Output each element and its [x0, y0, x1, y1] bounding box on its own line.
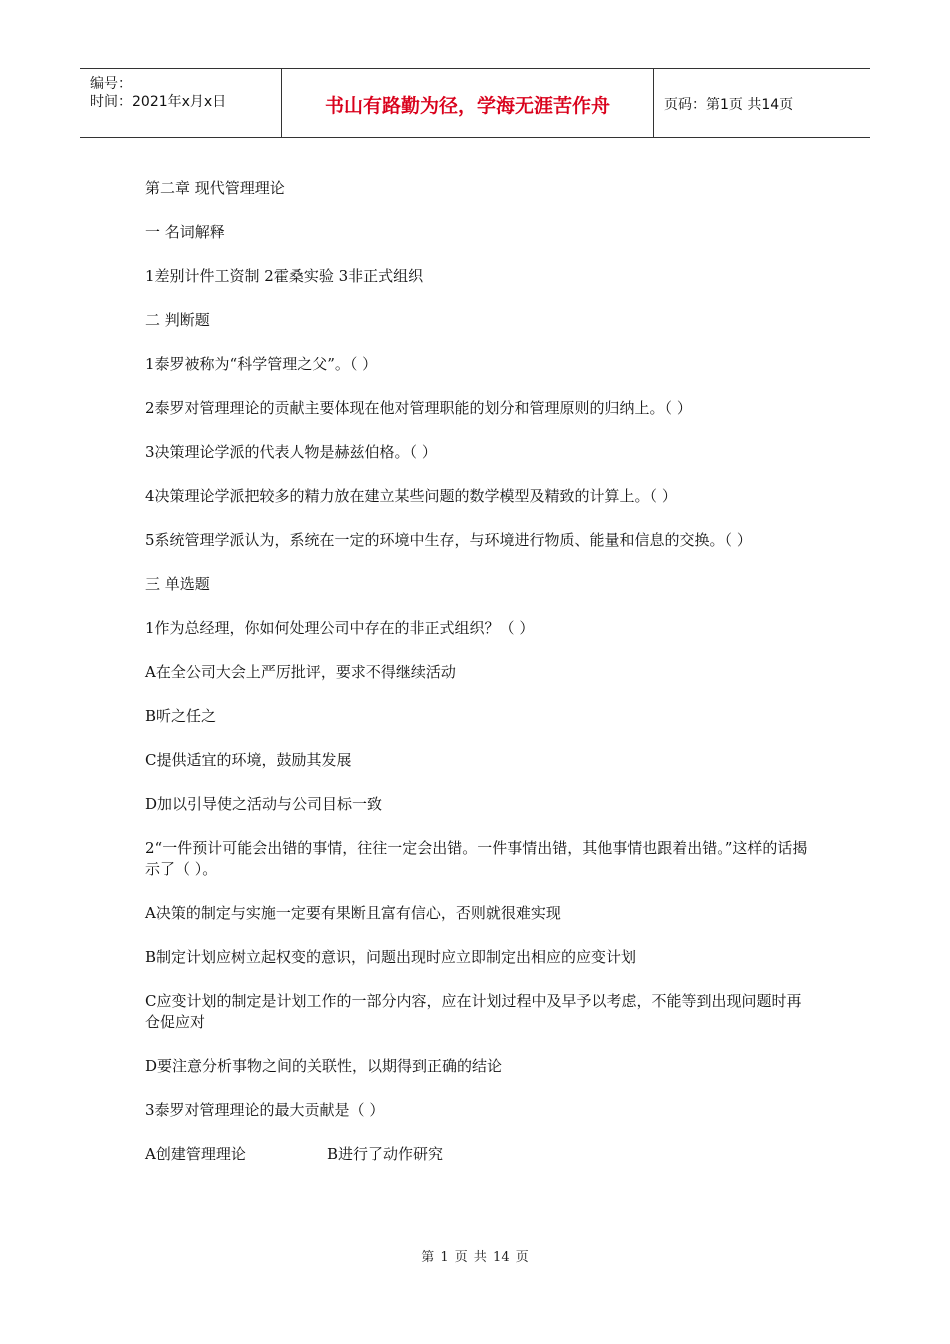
- option: C提供适宜的环境，鼓励其发展: [145, 751, 352, 769]
- section-heading: 一 名词解释: [145, 223, 225, 241]
- judgment-item: 3决策理论学派的代表人物是赫兹伯格。（ ）: [145, 443, 437, 461]
- option: B制定计划应树立起权变的意识，问题出现时应立即制定出相应的应变计划: [145, 948, 637, 966]
- section-heading: 三 单选题: [145, 575, 210, 593]
- motto: 书山有路勤为径，学海无涯苦作舟: [324, 95, 610, 117]
- question: 3泰罗对管理理论的最大贡献是（ ）: [145, 1101, 385, 1119]
- option-row: [145, 1144, 815, 1165]
- terms-list: 1差别计件工资制 2霍桑实验 3非正式组织: [145, 267, 424, 285]
- page-footer: 第 1 页 共 14 页: [421, 1250, 529, 1265]
- question: 2“一件预计可能会出错的事情，往往一定会出错。一件事情出错，其他事情也跟着出错。”这样的话揭示了（ ）。: [145, 839, 808, 878]
- option: A在全公司大会上严厉批评，要求不得继续活动: [145, 663, 456, 681]
- option: D要注意分析事物之间的关联性，以期得到正确的结论: [145, 1057, 503, 1075]
- option: B进行了动作研究: [327, 1145, 444, 1163]
- section-heading: 二 判断题: [145, 311, 210, 329]
- option: C应变计划的制定是计划工作的一部分内容，应在计划过程中及早予以考虑，不能等到出现问题时再仓促应对: [145, 992, 802, 1031]
- judgment-item: 4决策理论学派把较多的精力放在建立某些问题的数学模型及精致的计算上。（ ）: [145, 487, 677, 505]
- option: A决策的制定与实施一定要有果断且富有信心，否则就很难实现: [145, 904, 561, 922]
- document-body: [145, 178, 815, 1188]
- question: 1作为总经理，你如何处理公司中存在的非正式组织？（ ）: [145, 619, 535, 637]
- header-motto-cell: [282, 69, 654, 137]
- chapter-title: 第二章 现代管理理论: [145, 179, 285, 197]
- header-page-cell: [654, 69, 870, 137]
- judgment-item: 5系统管理学派认为，系统在一定的环境中生存，与环境进行物质、能量和信息的交换。（ ）: [145, 531, 752, 549]
- time-label: 时间：2021年x月x日: [90, 94, 227, 110]
- judgment-item: 2泰罗对管理理论的贡献主要体现在他对管理职能的划分和管理原则的归纳上。（ ）: [145, 399, 692, 417]
- option: D加以引导使之活动与公司目标一致: [145, 795, 383, 813]
- option: A创建管理理论: [145, 1145, 246, 1163]
- number-label: 编号：: [90, 76, 132, 92]
- judgment-item: 1泰罗被称为“科学管理之父”。（ ）: [145, 355, 378, 373]
- document-header: [80, 68, 870, 138]
- option: B听之任之: [145, 707, 217, 725]
- page-info: 页码：第1页 共14页: [664, 97, 794, 113]
- header-info-cell: [80, 69, 282, 137]
